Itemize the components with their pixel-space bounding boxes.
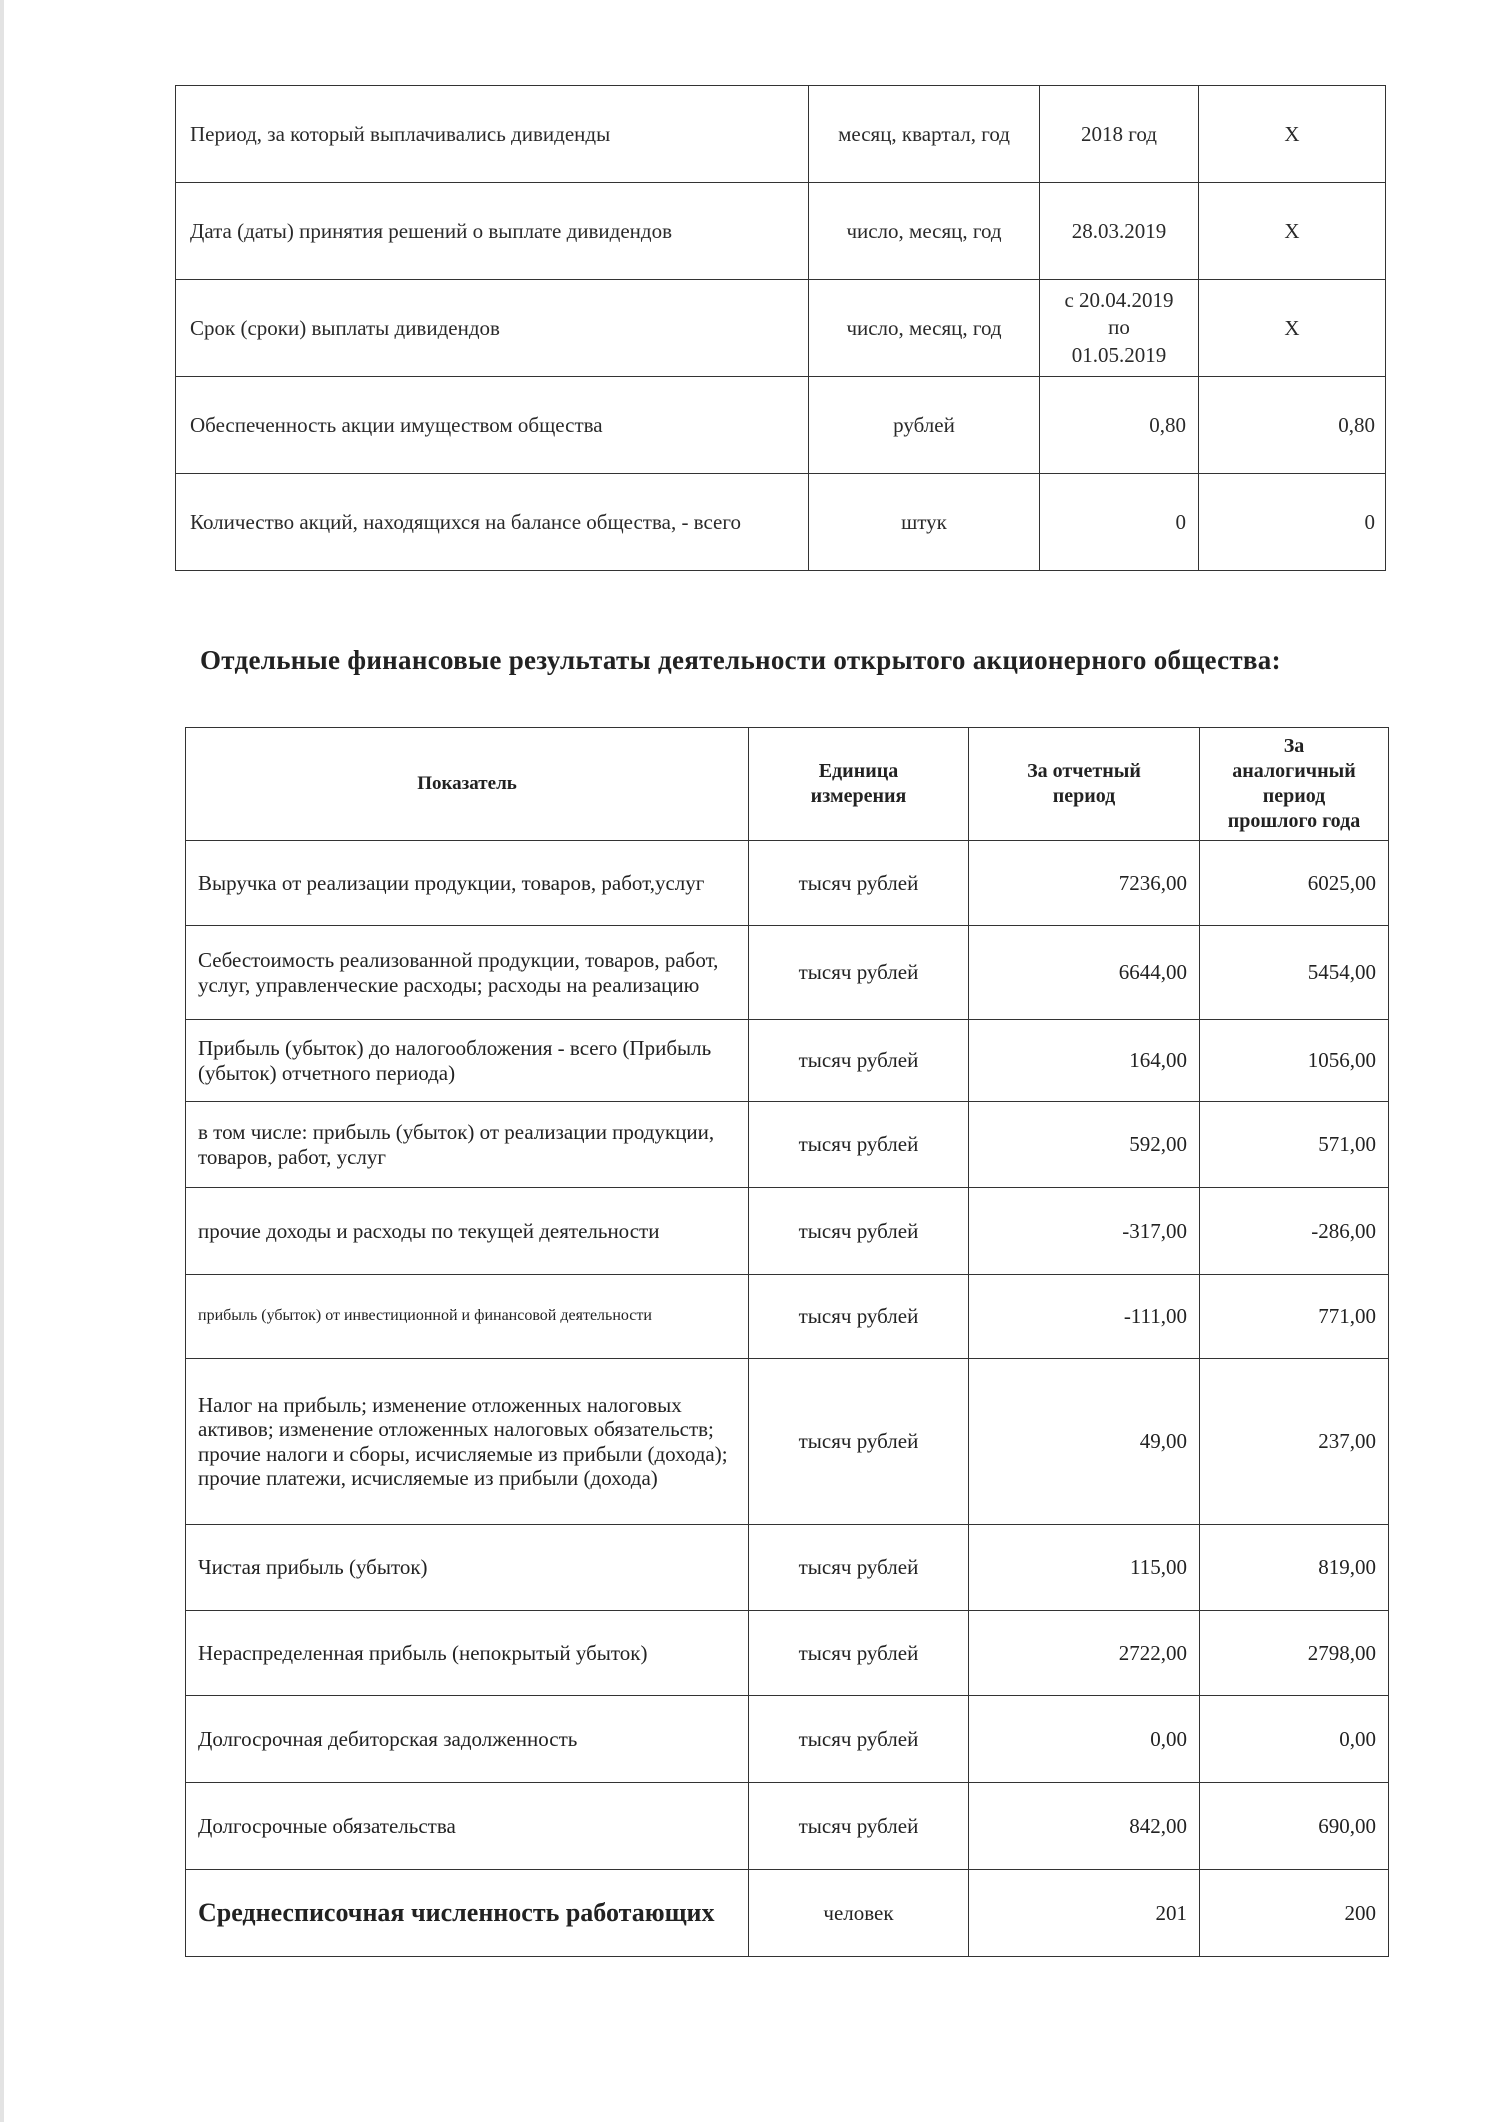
- unit-cell: тысяч рублей: [749, 1525, 969, 1611]
- previous-period-cell: 0: [1199, 474, 1386, 571]
- previous-period-cell: Х: [1199, 280, 1386, 377]
- header-previous-line: аналогичный: [1232, 760, 1356, 782]
- header-previous-line: прошлого года: [1227, 810, 1361, 832]
- indicator-cell: Срок (сроки) выплаты дивидендов: [176, 280, 809, 377]
- table-row: [186, 1783, 1389, 1870]
- header-current-period: [969, 728, 1200, 841]
- table-row: [186, 1870, 1389, 1957]
- current-period-cell: 164,00: [969, 1020, 1200, 1102]
- table-row: [176, 183, 1386, 280]
- indicator-cell: Обеспеченность акции имуществом общества: [176, 377, 809, 474]
- indicator-cell: Период, за который выплачивались дивиденды: [176, 86, 809, 183]
- previous-period-cell: 5454,00: [1200, 926, 1389, 1020]
- current-period-cell: 115,00: [969, 1525, 1200, 1611]
- previous-period-cell: 819,00: [1200, 1525, 1389, 1611]
- table-row: [186, 1020, 1389, 1102]
- indicator-cell: прочие доходы и расходы по текущей деятельности: [186, 1188, 749, 1275]
- header-unit-line: измерения: [810, 785, 907, 807]
- previous-period-cell: 690,00: [1200, 1783, 1389, 1870]
- previous-period-cell: 0,00: [1200, 1696, 1389, 1783]
- current-period-cell: [1040, 280, 1199, 377]
- current-period-cell: 2722,00: [969, 1611, 1200, 1696]
- unit-cell: тысяч рублей: [749, 1275, 969, 1359]
- current-period-cell: -317,00: [969, 1188, 1200, 1275]
- current-period-cell: 2018 год: [1040, 86, 1199, 183]
- current-period-cell: 592,00: [969, 1102, 1200, 1188]
- indicator-cell: Долгосрочные обязательства: [186, 1783, 749, 1870]
- unit-cell: тысяч рублей: [749, 1188, 969, 1275]
- unit-cell: тысяч рублей: [749, 926, 969, 1020]
- current-period-cell: 0,00: [969, 1696, 1200, 1783]
- unit-cell: тысяч рублей: [749, 1611, 969, 1696]
- header-row: [186, 728, 1389, 841]
- current-period-cell: 842,00: [969, 1783, 1200, 1870]
- unit-cell: тысяч рублей: [749, 1102, 969, 1188]
- header-previous-line: За: [1283, 735, 1305, 757]
- indicator-cell: прибыль (убыток) от инвестиционной и финансовой деятельности: [186, 1275, 749, 1359]
- previous-period-cell: 0,80: [1199, 377, 1386, 474]
- table-row: [176, 377, 1386, 474]
- previous-period-cell: -286,00: [1200, 1188, 1389, 1275]
- indicator-cell: в том числе: прибыль (убыток) от реализации продукции, товаров, работ, услуг: [186, 1102, 749, 1188]
- indicator-cell: Прибыль (убыток) до налогообложения - всего (Прибыль (убыток) отчетного периода): [186, 1020, 749, 1102]
- previous-period-cell: 1056,00: [1200, 1020, 1389, 1102]
- previous-period-cell: 200: [1200, 1870, 1389, 1957]
- table-row: [186, 1611, 1389, 1696]
- table-row: [186, 926, 1389, 1020]
- table-row: [186, 1525, 1389, 1611]
- previous-period-cell: 2798,00: [1200, 1611, 1389, 1696]
- table-row: [186, 1188, 1389, 1275]
- previous-period-cell: 771,00: [1200, 1275, 1389, 1359]
- current-period-cell: 0: [1040, 474, 1199, 571]
- unit-cell: тысяч рублей: [749, 1696, 969, 1783]
- dividends-table: [175, 85, 1386, 571]
- unit-cell: число, месяц, год: [809, 183, 1040, 280]
- indicator-cell: Чистая прибыль (убыток): [186, 1525, 749, 1611]
- unit-cell: число, месяц, год: [809, 280, 1040, 377]
- table-row: [176, 474, 1386, 571]
- unit-cell: тысяч рублей: [749, 1359, 969, 1525]
- table-row: [176, 280, 1386, 377]
- indicator-cell: Дата (даты) принятия решений о выплате дивидендов: [176, 183, 809, 280]
- payment-end-date: 01.05.2019: [1071, 342, 1167, 367]
- current-period-cell: 201: [969, 1870, 1200, 1957]
- payment-start-date: с 20.04.2019: [1064, 288, 1174, 313]
- current-period-cell: 28.03.2019: [1040, 183, 1199, 280]
- current-period-cell: 0,80: [1040, 377, 1199, 474]
- indicator-cell: Выручка от реализации продукции, товаров, работ,услуг: [186, 841, 749, 926]
- header-unit-line: Единица: [818, 760, 899, 782]
- indicator-cell: Себестоимость реализованной продукции, товаров, работ, услуг, управленческие расходы; расходы на реализацию: [186, 926, 749, 1020]
- previous-period-cell: 571,00: [1200, 1102, 1389, 1188]
- previous-period-cell: 237,00: [1200, 1359, 1389, 1525]
- financial-results-table: [185, 727, 1389, 1957]
- indicator-cell: Количество акций, находящихся на балансе общества, - всего: [176, 474, 809, 571]
- previous-period-cell: 6025,00: [1200, 841, 1389, 926]
- header-indicator: Показатель: [186, 728, 749, 841]
- table-row: [186, 1102, 1389, 1188]
- current-period-cell: -111,00: [969, 1275, 1200, 1359]
- indicator-cell: Налог на прибыль; изменение отложенных налоговых активов; изменение отложенных налоговых обязательств; прочие налоги и сборы, исчисляемые из прибыли (дохода); прочие платежи, исчисляемые из прибыли (дохода): [186, 1359, 749, 1525]
- previous-period-cell: Х: [1199, 86, 1386, 183]
- table-row: [176, 86, 1386, 183]
- unit-cell: штук: [809, 474, 1040, 571]
- table-row: [186, 1696, 1389, 1783]
- table-row: [186, 841, 1389, 926]
- indicator-cell: Нераспределенная прибыль (непокрытый убыток): [186, 1611, 749, 1696]
- section-title: Отдельные финансовые результаты деятельности открытого акционерного общества:: [200, 645, 1281, 675]
- header-current-line: период: [1052, 785, 1116, 807]
- payment-date-separator: по: [1108, 315, 1130, 340]
- unit-cell: тысяч рублей: [749, 1020, 969, 1102]
- header-current-line: За отчетный: [1027, 760, 1141, 782]
- previous-period-cell: Х: [1199, 183, 1386, 280]
- header-previous-period: [1200, 728, 1389, 841]
- table-row: [186, 1275, 1389, 1359]
- header-previous-line: период: [1262, 785, 1326, 807]
- indicator-cell: Долгосрочная дебиторская задолженность: [186, 1696, 749, 1783]
- current-period-cell: 6644,00: [969, 926, 1200, 1020]
- current-period-cell: 7236,00: [969, 841, 1200, 926]
- page-edge: [0, 0, 4, 2122]
- unit-cell: месяц, квартал, год: [809, 86, 1040, 183]
- unit-cell: тысяч рублей: [749, 1783, 969, 1870]
- unit-cell: человек: [749, 1870, 969, 1957]
- indicator-cell: Среднесписочная численность работающих: [186, 1870, 749, 1957]
- unit-cell: тысяч рублей: [749, 841, 969, 926]
- header-unit: [749, 728, 969, 841]
- current-period-cell: 49,00: [969, 1359, 1200, 1525]
- unit-cell: рублей: [809, 377, 1040, 474]
- table-row: [186, 1359, 1389, 1525]
